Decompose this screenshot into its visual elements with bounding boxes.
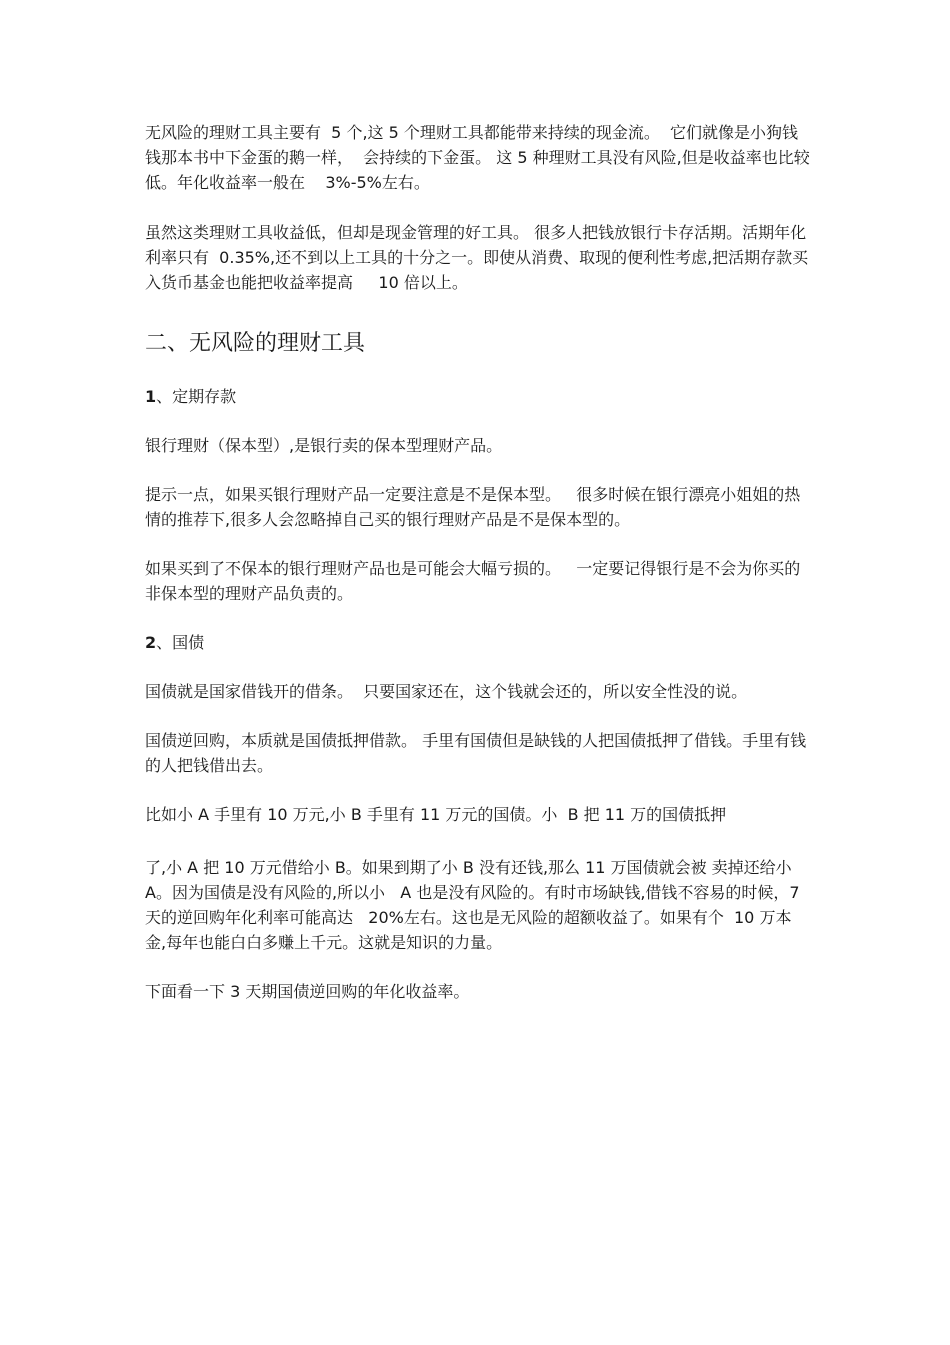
item-2-title: 、国债 bbox=[156, 633, 205, 652]
item-1-paragraph-2: 提示一点，如果买银行理财产品一定要注意是不是保本型。 很多时候在银行漂亮小姐姐的热情的推荐下,很多人会忽略掉自己买的银行理财产品是不是保本型的。 bbox=[145, 485, 801, 529]
item-2-paragraph-1: 国债就是国家借钱开的借条。 只要国家还在，这个钱就会还的，所以安全性没的说。 bbox=[145, 682, 748, 701]
item-2-paragraph-4: 了,小 A 把 10 万元借给小 B。如果到期了小 B 没有还钱,那么 11 万国债就会被 卖掉还给小 A。因为国债是没有风险的,所以小 A 也是没有风险的。有时市场缺钱,借钱不容易的时候，7 天的逆回购年化利率可能高达 20%左右。这也是无风险的超额收益了。如果有个 10 万本金,每年也能白白多赚上千元。这就是知识的力量。 bbox=[145, 858, 805, 952]
item-2-number: 2 bbox=[145, 633, 157, 652]
item-1-paragraph-1: 银行理财（保本型）,是银行卖的保本型理财产品。 bbox=[145, 436, 503, 455]
item-2-paragraph-2: 国债逆回购，本质就是国债抵押借款。 手里有国债但是缺钱的人把国债抵押了借钱。手里有钱的人把钱借出去。 bbox=[145, 731, 807, 775]
item-2-heading bbox=[145, 630, 810, 655]
item-2-paragraph-5: 下面看一下 3 天期国债逆回购的年化收益率。 bbox=[145, 982, 470, 1001]
item-1-title: 、定期存款 bbox=[156, 387, 237, 406]
item-2-paragraph-3: 比如小 A 手里有 10 万元,小 B 手里有 11 万元的国债。小 B 把 11 万的国债抵押 bbox=[145, 805, 727, 824]
document-body bbox=[145, 120, 810, 1004]
intro-paragraph-1: 无风险的理财工具主要有 5 个,这 5 个理财工具都能带来持续的现金流。 它们就像是小狗钱钱那本书中下金蛋的鹅一样， 会持续的下金蛋。 这 5 种理财工具没有风险,但是收益率也比较低。年化收益率一般在 3%-5%左右。 bbox=[145, 123, 810, 192]
item-1-number: 1 bbox=[145, 387, 157, 406]
item-1-heading bbox=[145, 384, 810, 409]
item-1-paragraph-3: 如果买到了不保本的银行理财产品也是可能会大幅亏损的。 一定要记得银行是不会为你买的非保本型的理财产品负责的。 bbox=[145, 559, 801, 603]
intro-paragraph-2: 虽然这类理财工具收益低，但却是现金管理的好工具。 很多人把钱放银行卡存活期。活期年化利率只有 0.35%,还不到以上工具的十分之一。即使从消费、取现的便利性考虑,把活期存款买入货币基金也能把收益率提高 10 倍以上。 bbox=[145, 223, 809, 292]
section-heading: 二、无风险的理财工具 bbox=[145, 331, 366, 356]
